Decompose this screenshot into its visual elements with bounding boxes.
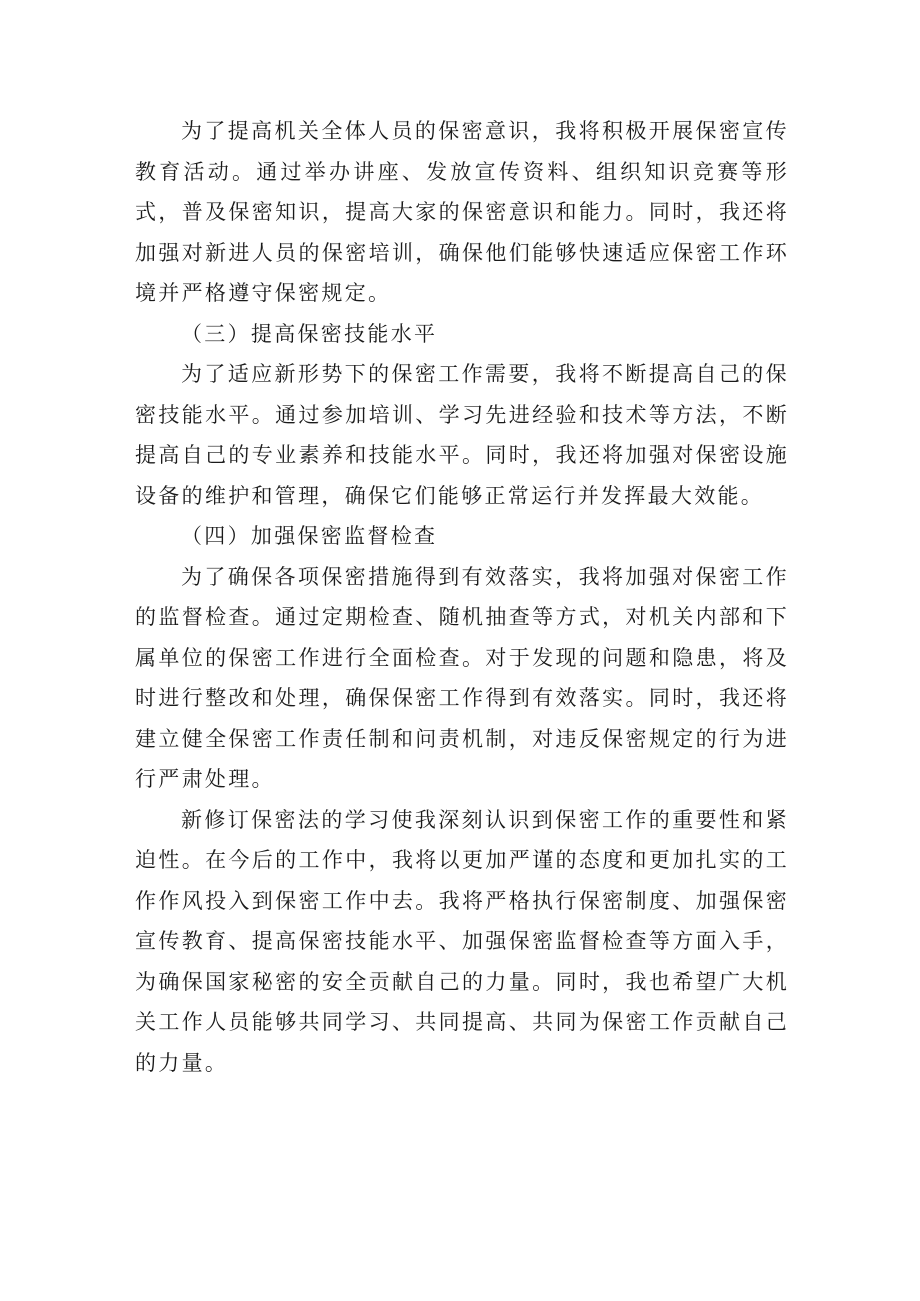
paragraph-conclusion: 新修订保密法的学习使我深刻认识到保密工作的重要性和紧迫性。在今后的工作中，我将以更加严谨的态度和更加扎实的工作作风投入到保密工作中去。我将严格执行保密制度、加强保密宣传教育、提高保密技能水平、加强保密监督检查等方面入手，为确保国家秘密的安全贡献自己的力量。同时，我也希望广大机关工作人员能够共同学习、共同提高、共同为保密工作贡献自己的力量。 xyxy=(135,807,789,1075)
paragraph-skill-level: 为了适应新形势下的保密工作需要，我将不断提高自己的保密技能水平。通过参加培训、学习先进经验和技术等方法，不断提高自己的专业素养和技能水平。同时，我还将加强对保密设施设备的维护和管理，确保它们能够正常运行并发挥最大效能。 xyxy=(135,362,789,508)
document-body xyxy=(135,111,789,1083)
section-heading-3: （三）提高保密技能水平 xyxy=(181,321,438,346)
section-heading-4: （四）加强保密监督检查 xyxy=(181,524,438,548)
paragraph-publicity-education: 为了提高机关全体人员的保密意识，我将积极开展保密宣传教育活动。通过举办讲座、发放宣传资料、组织知识竞赛等形式，普及保密知识，提高大家的保密意识和能力。同时，我还将加强对新进人员的保密培训，确保他们能够快速适应保密工作环境并严格遵守保密规定。 xyxy=(135,119,789,305)
paragraph-supervision: 为了确保各项保密措施得到有效落实，我将加强对保密工作的监督检查。通过定期检查、随机抽查等方式，对机关内部和下属单位的保密工作进行全面检查。对于发现的问题和隐患，将及时进行整改和处理，确保保密工作得到有效落实。同时，我还将建立健全保密工作责任制和问责机制，对违反保密规定的行为进行严肃处理。 xyxy=(135,564,789,791)
